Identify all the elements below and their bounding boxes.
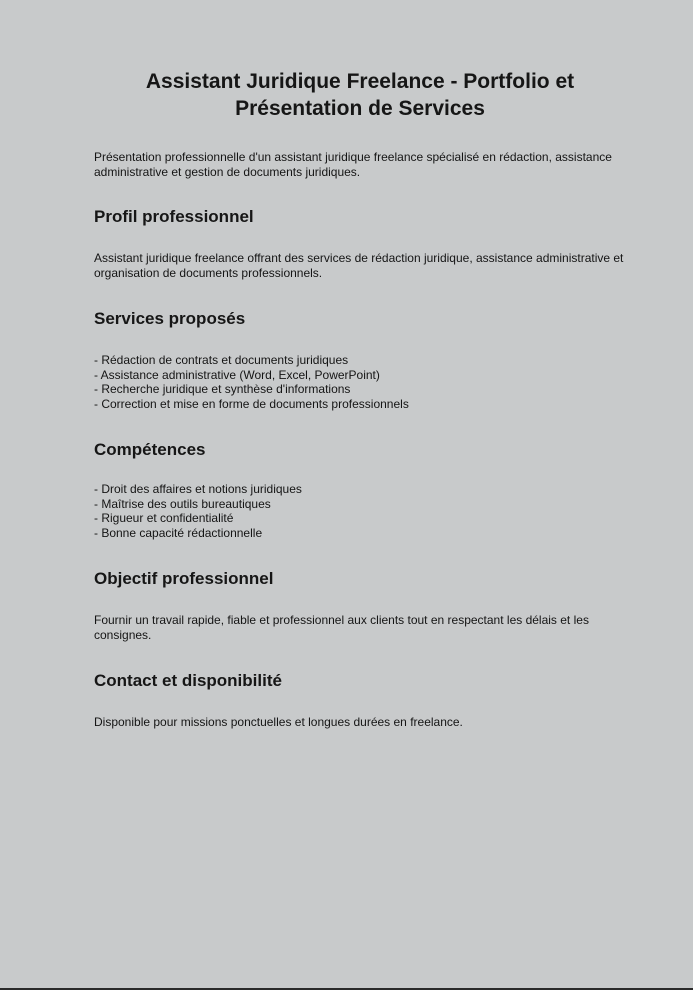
section-body-contact: Disponible pour missions ponctuelles et longues durées en freelance.: [94, 715, 463, 729]
list-item: - Droit des affaires et notions juridiques: [94, 482, 302, 496]
list-item: - Maîtrise des outils bureautiques: [94, 496, 271, 511]
section-heading-competences: Compétences: [94, 440, 206, 459]
section-heading-contact: Contact et disponibilité: [94, 671, 282, 690]
document-title: Assistant Juridique Freelance - Portfolio et Présentation de Services: [145, 70, 575, 120]
list-item: - Bonne capacité rédactionnelle: [94, 525, 263, 540]
section-body-profil: Assistant juridique freelance offrant des services de rédaction juridique, assistance administrative et organisation de documents professionnels.: [94, 251, 624, 280]
list-item: - Recherche juridique et synthèse d'informations: [94, 382, 351, 396]
list-item: - Rédaction de contrats et documents juridiques: [94, 353, 349, 367]
list-item: - Rigueur et confidentialité: [94, 511, 234, 525]
competences-list: [94, 482, 634, 540]
section-body-objectif: Fournir un travail rapide, fiable et professionnel aux clients tout en respectant les délais et les consignes.: [94, 613, 589, 642]
section-heading-profil: Profil professionnel: [94, 207, 254, 226]
section-heading-services: Services proposés: [94, 309, 246, 328]
section-heading-objectif: Objectif professionnel: [94, 569, 274, 588]
services-list: [94, 353, 634, 411]
list-item: - Assistance administrative (Word, Excel, PowerPoint): [94, 367, 380, 382]
document-intro: Présentation professionnelle d'un assistant juridique freelance spécialisé en rédaction, assistance administrative et gestion de documents juridiques.: [94, 150, 612, 179]
list-item: - Correction et mise en forme de documents professionnels: [94, 396, 409, 411]
